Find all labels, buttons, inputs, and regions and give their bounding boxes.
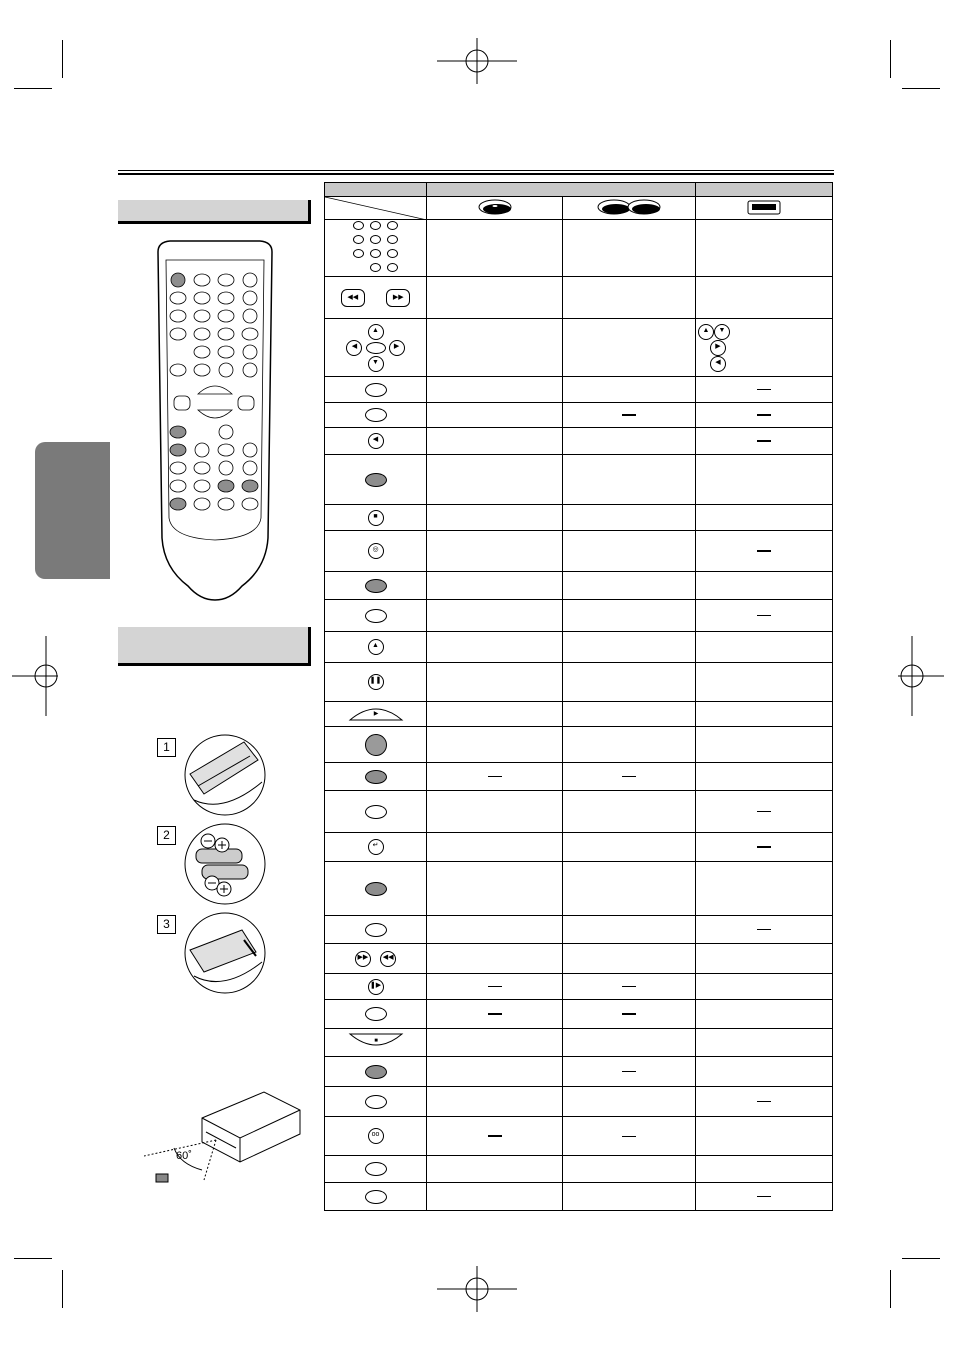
table-cell bbox=[427, 220, 563, 277]
table-cell bbox=[696, 727, 833, 763]
table-cell bbox=[427, 531, 563, 572]
table-cell bbox=[427, 1156, 563, 1183]
button-cell bbox=[325, 1183, 427, 1211]
table-row bbox=[325, 277, 833, 319]
table-cell bbox=[427, 791, 563, 833]
table-cell bbox=[696, 791, 833, 833]
table-cell bbox=[427, 455, 563, 505]
table-cell bbox=[563, 455, 696, 505]
table-cell bbox=[427, 663, 563, 702]
table-cell bbox=[427, 727, 563, 763]
table-cell bbox=[563, 1029, 696, 1057]
gray-oval-icon bbox=[365, 579, 387, 591]
table-cell bbox=[563, 1156, 696, 1183]
table-cell bbox=[696, 277, 833, 319]
button-cell bbox=[325, 1087, 427, 1117]
table-cell bbox=[563, 833, 696, 862]
table-row bbox=[325, 763, 833, 791]
table-cell bbox=[427, 763, 563, 791]
table-cell bbox=[427, 1000, 563, 1029]
button-cell bbox=[325, 663, 427, 702]
button-cell bbox=[325, 1117, 427, 1156]
table-row bbox=[325, 632, 833, 663]
table-cell bbox=[427, 1117, 563, 1156]
table-cell bbox=[563, 663, 696, 702]
table-cell bbox=[696, 377, 833, 403]
not-available-dash bbox=[757, 440, 771, 442]
tape-icon: oo bbox=[368, 1130, 384, 1142]
not-available-dash bbox=[757, 929, 771, 931]
table-cell bbox=[427, 916, 563, 944]
gray-oval-icon bbox=[365, 1065, 387, 1077]
function-table bbox=[324, 182, 833, 1211]
table-row bbox=[325, 1117, 833, 1156]
stop-large-icon bbox=[346, 1038, 406, 1053]
table-cell bbox=[563, 1000, 696, 1029]
table-cell bbox=[563, 702, 696, 727]
table-row bbox=[325, 220, 833, 277]
table-cell bbox=[563, 505, 696, 531]
svg-text:■: ■ bbox=[373, 1038, 378, 1044]
table-icon-row bbox=[325, 197, 833, 220]
registration-mark bbox=[898, 636, 944, 716]
button-cell bbox=[325, 974, 427, 1000]
table-cell bbox=[563, 277, 696, 319]
button-cell bbox=[325, 277, 427, 319]
not-available-dash bbox=[622, 1013, 636, 1015]
table-row bbox=[325, 1183, 833, 1211]
button-cell bbox=[325, 1057, 427, 1087]
table-cell bbox=[696, 916, 833, 944]
button-cell bbox=[325, 862, 427, 916]
battery-step-2: 2 bbox=[157, 826, 176, 845]
table-cell bbox=[427, 1057, 563, 1087]
remote-section-title bbox=[118, 200, 311, 224]
not-available-dash bbox=[622, 414, 636, 416]
power-icon bbox=[365, 738, 387, 750]
table-cell bbox=[563, 763, 696, 791]
battery-cover-close-illustration bbox=[184, 912, 266, 994]
table-cell bbox=[696, 428, 833, 455]
registration-mark bbox=[437, 1266, 517, 1312]
not-available-dash bbox=[488, 776, 502, 777]
table-cell bbox=[563, 1183, 696, 1211]
table-row bbox=[325, 572, 833, 600]
button-cell bbox=[325, 319, 427, 377]
table-cell bbox=[427, 632, 563, 663]
table-cell bbox=[427, 833, 563, 862]
table-cell bbox=[696, 572, 833, 600]
table-row bbox=[325, 1087, 833, 1117]
table-cell bbox=[427, 600, 563, 632]
table-row bbox=[325, 1156, 833, 1183]
table-cell bbox=[696, 220, 833, 277]
table-row bbox=[325, 916, 833, 944]
oval-button-icon bbox=[365, 1095, 387, 1107]
table-cell bbox=[563, 319, 696, 377]
not-available-dash bbox=[757, 846, 771, 848]
table-cell bbox=[563, 1117, 696, 1156]
slow-icon: ❚▶ bbox=[368, 980, 384, 992]
button-cell bbox=[325, 220, 427, 277]
table-row bbox=[325, 727, 833, 763]
disc-icon: ◎ bbox=[368, 545, 384, 557]
oval-button-icon bbox=[365, 409, 387, 421]
header-rule-thick bbox=[118, 173, 834, 175]
registration-mark bbox=[12, 636, 58, 716]
range-angle-label: 60˚ bbox=[176, 1150, 192, 1162]
table-row bbox=[325, 944, 833, 974]
button-cell bbox=[325, 1029, 427, 1057]
table-cell bbox=[563, 791, 696, 833]
gray-oval-icon bbox=[365, 473, 387, 485]
table-cell bbox=[696, 531, 833, 572]
table-cell bbox=[696, 1057, 833, 1087]
table-row bbox=[325, 1029, 833, 1057]
not-available-dash bbox=[622, 1136, 636, 1137]
table-cell bbox=[696, 1183, 833, 1211]
table-row bbox=[325, 428, 833, 455]
eject-icon: ▲ bbox=[368, 641, 384, 653]
not-available-dash bbox=[757, 389, 771, 391]
table-row bbox=[325, 455, 833, 505]
table-cell bbox=[696, 862, 833, 916]
button-cell bbox=[325, 763, 427, 791]
stop-icon: ■ bbox=[368, 511, 384, 523]
button-cell bbox=[325, 791, 427, 833]
table-cell bbox=[696, 763, 833, 791]
button-cell bbox=[325, 632, 427, 663]
table-row bbox=[325, 1057, 833, 1087]
table-row bbox=[325, 531, 833, 572]
oval-button-icon bbox=[365, 1163, 387, 1175]
table-cell bbox=[696, 1029, 833, 1057]
operating-range-illustration bbox=[144, 1088, 304, 1188]
vcr-cassette-icon bbox=[696, 197, 833, 220]
table-cell bbox=[696, 663, 833, 702]
not-available-dash bbox=[757, 1196, 771, 1198]
table-cell bbox=[563, 377, 696, 403]
table-cell bbox=[427, 377, 563, 403]
table-cell bbox=[696, 455, 833, 505]
battery-cover-open-illustration bbox=[184, 734, 266, 816]
table-cell bbox=[563, 428, 696, 455]
table-cell bbox=[427, 319, 563, 377]
table-header-row bbox=[325, 183, 833, 197]
not-available-dash bbox=[757, 615, 771, 616]
table-row bbox=[325, 505, 833, 531]
button-cell bbox=[325, 377, 427, 403]
not-available-dash bbox=[488, 1135, 502, 1137]
table-cell bbox=[427, 428, 563, 455]
not-available-dash bbox=[622, 986, 636, 988]
button-cell bbox=[325, 1000, 427, 1029]
table-cell: ▲ ▼ ▶ ◀ bbox=[696, 319, 833, 377]
header-disc bbox=[427, 183, 696, 197]
oval-button-icon bbox=[365, 609, 387, 621]
table-cell bbox=[696, 974, 833, 1000]
table-row bbox=[325, 702, 833, 727]
pause-icon: ❚❚ bbox=[368, 676, 384, 688]
gray-oval-icon bbox=[365, 882, 387, 894]
button-cell bbox=[325, 428, 427, 455]
table-row bbox=[325, 377, 833, 403]
table-cell bbox=[427, 1183, 563, 1211]
table-cell bbox=[427, 1029, 563, 1057]
oval-button-icon bbox=[365, 1008, 387, 1020]
table-row bbox=[325, 833, 833, 862]
not-available-dash bbox=[622, 776, 636, 778]
mute-icon: ◀ bbox=[368, 435, 384, 447]
table-cell bbox=[427, 1087, 563, 1117]
table-cell bbox=[696, 1000, 833, 1029]
table-row bbox=[325, 862, 833, 916]
table-cell bbox=[563, 632, 696, 663]
not-available-dash bbox=[622, 1071, 636, 1073]
table-cell bbox=[696, 1087, 833, 1117]
table-cell bbox=[696, 702, 833, 727]
battery-section-title bbox=[118, 627, 311, 666]
button-cell bbox=[325, 1156, 427, 1183]
table-cell bbox=[563, 600, 696, 632]
oval-button-icon bbox=[365, 383, 387, 395]
header-vcr bbox=[696, 183, 833, 197]
button-cell bbox=[325, 833, 427, 862]
table-cell bbox=[427, 702, 563, 727]
table-cell bbox=[696, 1156, 833, 1183]
not-available-dash bbox=[757, 1101, 771, 1103]
table-cell bbox=[696, 1117, 833, 1156]
cd-disc-icon bbox=[563, 197, 696, 220]
table-cell bbox=[696, 833, 833, 862]
button-cell bbox=[325, 572, 427, 600]
button-cell bbox=[325, 505, 427, 531]
rew-ff-icon: ◀◀ ▶▶ bbox=[341, 291, 410, 303]
table-row bbox=[325, 974, 833, 1000]
cursor-keys-icon: ▲ ◀ ▶ ▼ bbox=[346, 325, 404, 369]
table-row bbox=[325, 319, 833, 377]
header-button bbox=[325, 183, 427, 197]
gray-oval-icon bbox=[365, 770, 387, 782]
table-cell bbox=[427, 572, 563, 600]
table-cell bbox=[427, 974, 563, 1000]
table-cell bbox=[427, 403, 563, 428]
header-rule bbox=[118, 170, 834, 171]
button-cell bbox=[325, 531, 427, 572]
table-cell bbox=[427, 277, 563, 319]
not-available-dash bbox=[757, 550, 771, 552]
table-cell bbox=[696, 403, 833, 428]
battery-step-3: 3 bbox=[157, 915, 176, 934]
button-cell bbox=[325, 403, 427, 428]
table-cell bbox=[427, 944, 563, 974]
number-keys-icon bbox=[350, 222, 401, 276]
table-cell bbox=[696, 505, 833, 531]
battery-step-1: 1 bbox=[157, 738, 176, 757]
table-row bbox=[325, 403, 833, 428]
not-available-dash bbox=[488, 1013, 502, 1015]
dvd-disc-icon bbox=[427, 197, 563, 220]
not-available-dash bbox=[757, 414, 771, 416]
battery-insert-illustration bbox=[184, 823, 266, 905]
button-cell bbox=[325, 916, 427, 944]
table-row bbox=[325, 663, 833, 702]
table-cell bbox=[696, 600, 833, 632]
button-cell bbox=[325, 727, 427, 763]
registration-mark bbox=[437, 38, 517, 84]
table-cell bbox=[563, 220, 696, 277]
button-cell bbox=[325, 944, 427, 974]
table-cell bbox=[696, 944, 833, 974]
table-cell bbox=[427, 862, 563, 916]
table-cell bbox=[563, 531, 696, 572]
not-available-dash bbox=[757, 811, 771, 812]
table-cell bbox=[427, 505, 563, 531]
table-row bbox=[325, 791, 833, 833]
table-cell bbox=[563, 916, 696, 944]
table-cell bbox=[563, 403, 696, 428]
button-cell bbox=[325, 455, 427, 505]
svg-text:▶: ▶ bbox=[373, 710, 378, 717]
oval-button-icon bbox=[365, 1190, 387, 1202]
table-cell bbox=[563, 862, 696, 916]
return-icon: ↵ bbox=[368, 841, 384, 853]
table-cell bbox=[563, 1087, 696, 1117]
remote-control-illustration bbox=[150, 238, 280, 604]
table-cell bbox=[563, 727, 696, 763]
table-cell bbox=[563, 944, 696, 974]
diagonal-cell bbox=[325, 197, 427, 220]
table-row bbox=[325, 1000, 833, 1029]
table-cell bbox=[563, 1057, 696, 1087]
table-cell bbox=[696, 632, 833, 663]
oval-button-icon bbox=[365, 805, 387, 817]
play-icon bbox=[346, 710, 406, 725]
table-row bbox=[325, 600, 833, 632]
oval-button-icon bbox=[365, 923, 387, 935]
table-cell bbox=[563, 572, 696, 600]
side-tab bbox=[35, 442, 110, 579]
button-cell bbox=[325, 600, 427, 632]
table-cell bbox=[563, 974, 696, 1000]
skip-icon: ▶▶ ◀◀ bbox=[355, 952, 396, 964]
button-cell bbox=[325, 702, 427, 727]
not-available-dash bbox=[488, 986, 502, 987]
